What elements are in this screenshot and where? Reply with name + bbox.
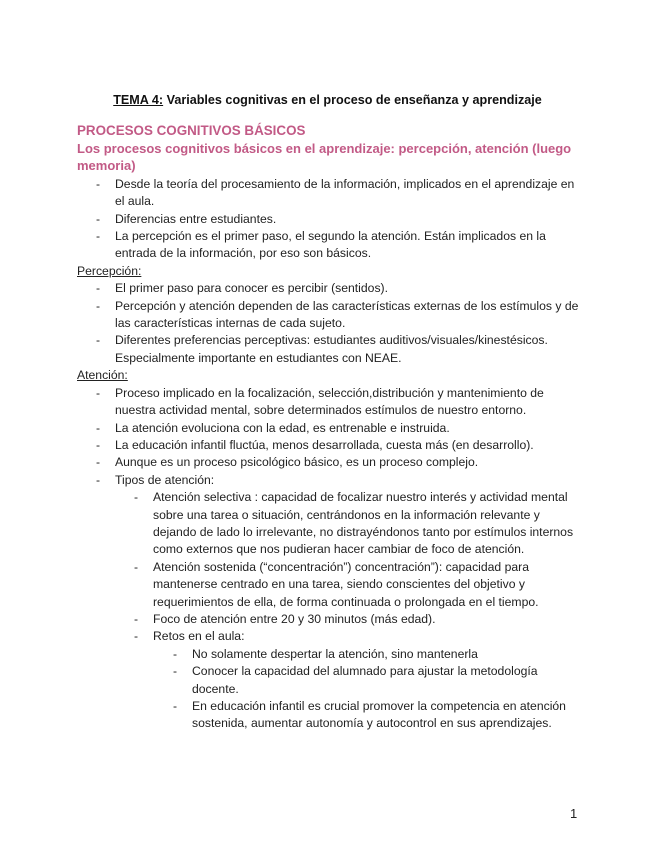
bullet-dash: -	[96, 281, 101, 296]
list-item: - Diferencias entre estudiantes.	[77, 211, 582, 228]
intro-list	[77, 176, 582, 263]
percepcion-list	[77, 280, 582, 367]
list-item: - Percepción y atención dependen de las características externas de los estímulos y de las características internas de cada sujeto.	[96, 298, 579, 331]
document-body	[77, 122, 582, 733]
title-prefix: TEMA 4:	[113, 93, 164, 107]
list-item: - En educación infantil es crucial promover la competencia en atención sostenida, aumentar autonomía y autocontrol en sus aprendizajes.	[173, 699, 566, 731]
bullet-dash: -	[96, 455, 101, 470]
section-title-percepcion: Percepción:	[77, 263, 142, 278]
bullet-dash: -	[134, 559, 139, 574]
list-item: - La educación infantil fluctúa, menos desarrollada, cuesta más (en desarrollo).	[77, 437, 582, 454]
list-item: - Diferentes preferencias perceptivas: estudiantes auditivos/visuales/kinestésicos. Especialmente importante en estudiantes con NEAE.	[96, 333, 548, 365]
bullet-dash: -	[96, 298, 101, 313]
list-item: - Atención sostenida (“concentración”) concentración”): capacidad para mantenerse centrado en una tarea, siendo conscientes del objetivo y requerimientos de ella, de forma continuada o prolongada en el tiempo.	[134, 559, 539, 609]
bullet-dash: -	[96, 176, 101, 191]
list-item-retos: - Retos en el aula:	[77, 628, 582, 645]
tipos-list	[77, 489, 582, 646]
subheading-procesos: Los procesos cognitivos básicos en el aprendizaje: percepción, atención (luego memoria)	[77, 141, 572, 174]
bullet-dash: -	[96, 333, 101, 348]
section-title-atencion: Atención:	[77, 368, 128, 383]
bullet-dash: -	[96, 420, 101, 435]
bullet-dash: -	[134, 611, 139, 626]
bullet-dash: -	[134, 490, 139, 505]
list-item: - Desde la teoría del procesamiento de la información, implicados en el aprendizaje en el aula.	[96, 176, 575, 209]
bullet-dash: -	[96, 437, 101, 452]
bullet-dash: -	[96, 211, 101, 226]
bullet-dash: -	[96, 229, 101, 244]
heading-procesos: PROCESOS COGNITIVOS BÁSICOS	[77, 123, 306, 138]
list-item: - El primer paso para conocer es percibir (sentidos).	[77, 280, 582, 297]
list-item: - La atención evoluciona con la edad, es entrenable e instruida.	[77, 420, 582, 437]
list-item: - Aunque es un proceso psicológico básico, es un proceso complejo.	[77, 454, 582, 471]
list-item: - No solamente despertar la atención, sino mantenerla	[77, 646, 582, 663]
list-item: - Foco de atención entre 20 y 30 minutos (más edad).	[77, 611, 582, 628]
list-item: - Atención selectiva : capacidad de focalizar nuestro interés y actividad mental sobre una tarea o situación, centrándonos en la información relevante y dejando de lado lo irrelevante, no distrayéndonos tanto por estímulos internos como externos que nos pudieran hacer cambiar de foco de atención.	[134, 490, 574, 557]
list-item: - La percepción es el primer paso, el segundo la atención. Están implicados en la entrada de la información, por eso son básicos.	[96, 229, 546, 261]
bullet-dash: -	[173, 646, 178, 661]
bullet-dash: -	[134, 629, 139, 644]
bullet-dash: -	[96, 472, 101, 487]
atencion-list	[77, 385, 582, 489]
title-text: Variables cognitivas en el proceso de enseñanza y aprendizaje	[163, 93, 542, 107]
page-number: 1	[570, 806, 578, 821]
list-item: - Proceso implicado en la focalización, selección,distribución y mantenimiento de nuestra actividad mental, sobre determinados estímulos de nuestro entorno.	[96, 385, 544, 418]
list-item: - Conocer la capacidad del alumnado para ajustar la metodología docente.	[173, 664, 538, 696]
bullet-dash: -	[96, 385, 101, 400]
bullet-dash: -	[173, 664, 178, 679]
list-item-tipos: - Tipos de atención:	[77, 472, 582, 489]
retos-list	[77, 646, 582, 733]
document-title	[0, 93, 655, 107]
bullet-dash: -	[173, 699, 178, 713]
